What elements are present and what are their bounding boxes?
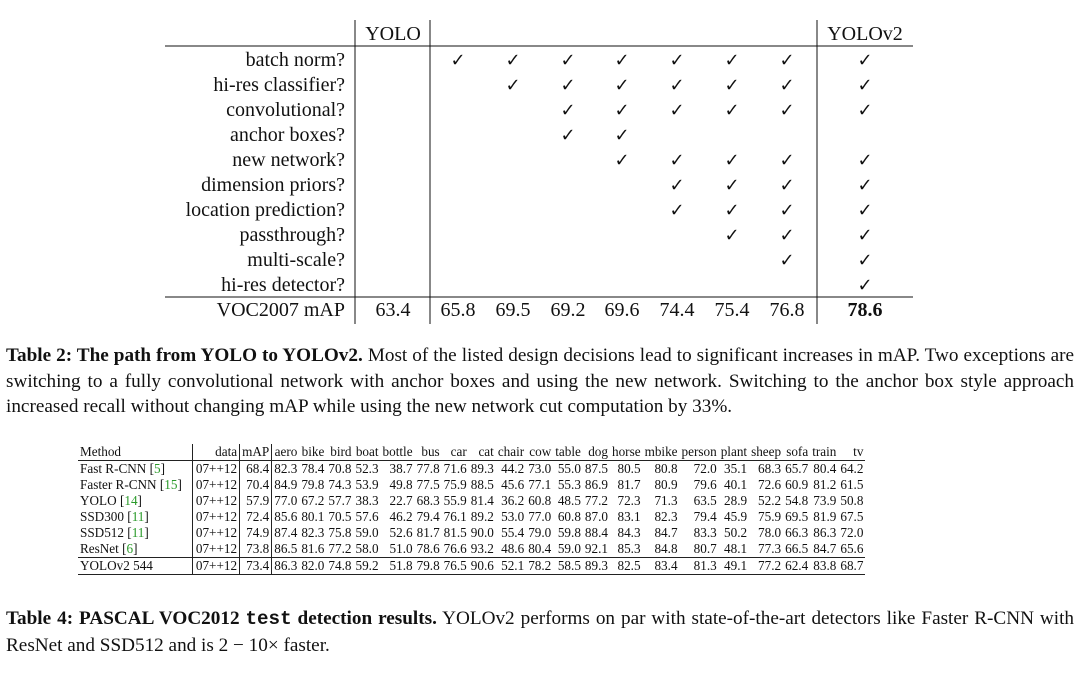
table4-class-ap-cell: 86.3 <box>272 558 300 575</box>
table4-class-ap-cell: 55.4 <box>501 525 525 540</box>
table4-class-ap-cell: 64.2 <box>840 461 864 476</box>
citation-link[interactable]: 14 <box>124 493 138 508</box>
table4-class-ap-cell: 77.3 <box>758 541 782 556</box>
table2-check-mark: ✓ <box>857 50 873 71</box>
table2-map-value: 78.6 <box>847 299 883 321</box>
table4-class-ap-cell: 60.8 <box>557 509 581 524</box>
table4-class-ap-cell: 83.4 <box>643 558 680 575</box>
table4-class-ap-cell: 40.1 <box>724 477 748 492</box>
table2-check-mark: ✓ <box>724 100 740 121</box>
table4-method-name: Faster R-CNN <box>80 477 157 492</box>
table2-caption-text: Most of the listed design decisions lead to significant increases in mAP. Two exceptions are switching to a fully convolutional network with anchor boxes and using the new network. Switching to the anchor box style approach increased recall without changing mAP while using the new network cut computation by 33%. <box>6 345 1074 417</box>
table4-header-row <box>78 444 865 461</box>
table4-method-name: Fast R-CNN <box>80 461 147 476</box>
table2-map-value: 69.5 <box>495 299 531 321</box>
table2-check-mark: ✓ <box>560 125 576 146</box>
table4-class-ap-cell: 82.0 <box>301 558 325 573</box>
table4-class-ap-cell: 72.3 <box>617 493 641 508</box>
table4-class-ap-cell: 58.5 <box>553 558 583 575</box>
table-4 <box>78 444 865 575</box>
table4-class-ap-cell: 65.6 <box>840 541 864 556</box>
table4-class-ap-cell: 45.9 <box>724 509 748 524</box>
table4-column-header: mAP <box>240 444 272 461</box>
table2-map-value: 69.2 <box>550 299 586 321</box>
table4-class-ap-cell: 82.5 <box>610 558 643 575</box>
table4-class-ap-cell: 77.2 <box>584 493 608 508</box>
table2-map-label: VOC2007 mAP <box>216 299 345 321</box>
table4-class-ap-cell: 80.1 <box>301 509 325 524</box>
table2-row-label: multi-scale? <box>247 249 345 271</box>
table4-class-ap-cell: 83.8 <box>810 558 838 575</box>
table2-map-value: 74.4 <box>659 299 695 321</box>
table4-class-ap-cell: 68.7 <box>840 558 864 573</box>
table4-map-cell: 72.4 <box>240 509 272 525</box>
table4-class-ap-cell: 86.5 <box>272 541 300 558</box>
table4-class-ap-cell: 79.8 <box>416 558 440 573</box>
table4-class-ap-cell: 22.7 <box>389 493 413 508</box>
table4-class-ap-cell: 49.8 <box>389 477 413 492</box>
table4-method-cell: SSD300 [11] <box>80 509 149 524</box>
table4-column-header: sofa <box>783 444 810 461</box>
table4-class-ap-cell: 83.1 <box>617 509 641 524</box>
table4-class-ap-cell: 90.0 <box>470 525 494 540</box>
table4-method-cell: Faster R-CNN [15] <box>80 477 182 492</box>
table2-check-mark: ✓ <box>857 250 873 271</box>
table4-class-ap-cell: 59.2 <box>355 558 379 573</box>
table2-row-label: convolutional? <box>226 99 345 121</box>
table4-class-ap-cell: 78.2 <box>528 558 552 573</box>
table4-column-header: mbike <box>644 444 678 459</box>
table4-class-ap-cell: 84.8 <box>654 541 678 556</box>
table-row <box>78 461 865 478</box>
table2-check-mark: ✓ <box>857 75 873 96</box>
table4-class-ap-cell: 89.3 <box>584 558 608 573</box>
table4-class-ap-cell: 48.6 <box>501 541 525 556</box>
table4-class-ap-cell: 52.3 <box>355 461 379 476</box>
table4-class-ap-cell: 72.0 <box>840 525 864 540</box>
table4-class-ap-cell: 80.7 <box>693 541 717 556</box>
table4-class-ap-cell: 53.9 <box>355 477 379 492</box>
table4-class-ap-cell: 90.6 <box>470 558 494 573</box>
table4-class-ap-cell: 50.2 <box>724 525 748 540</box>
table4-column-header: horse <box>611 444 641 459</box>
table2-check-mark: ✓ <box>724 150 740 171</box>
table4-caption-text: YOLOv2 performs on par with state-of-the-art detectors like Faster R-CNN with ResNet and SSD512 and is 2 − 10× faster. <box>6 608 1075 656</box>
table4-class-ap-cell: 78.0 <box>758 525 782 540</box>
table4-class-ap-cell: 72.0 <box>693 461 717 476</box>
table2-check-mark: ✓ <box>779 200 795 221</box>
table4-class-ap-cell: 92.1 <box>584 541 608 556</box>
table2-check-mark: ✓ <box>779 75 795 96</box>
table4-data-cell: 07++12 <box>192 461 239 478</box>
table4-column-header: Method <box>78 444 192 461</box>
table4-class-ap-cell: 44.2 <box>501 461 525 476</box>
citation-link[interactable]: 15 <box>164 477 178 492</box>
table4-column-header: data <box>192 444 239 461</box>
table4-class-ap-cell: 87.4 <box>272 525 300 541</box>
table2-row-label: passthrough? <box>239 224 345 246</box>
table4-method-cell: YOLO [14] <box>80 493 142 508</box>
table2-check-mark: ✓ <box>560 100 576 121</box>
table4-caption-label: Table 4: PASCAL VOC2012 test detection results. <box>6 608 437 630</box>
table4-class-ap-cell: 81.5 <box>443 525 467 540</box>
table-row <box>78 493 865 509</box>
table2-check-mark: ✓ <box>669 150 685 171</box>
table4-class-ap-cell: 89.2 <box>470 509 494 524</box>
table2-map-value: 75.4 <box>714 299 750 321</box>
table4-class-ap-cell: 88.4 <box>584 525 608 540</box>
table4-class-ap-cell: 83.3 <box>693 525 717 540</box>
table2-header-yolo: YOLO <box>365 23 421 45</box>
table4-class-ap-cell: 77.2 <box>328 541 352 556</box>
table2-check-mark: ✓ <box>669 100 685 121</box>
citation-link[interactable]: 11 <box>131 525 145 540</box>
table4-class-ap-cell: 86.3 <box>813 525 837 540</box>
table4-class-ap-cell: 53.0 <box>501 509 525 524</box>
table2-row-label: hi-res classifier? <box>213 74 345 96</box>
table2-check-mark: ✓ <box>724 50 740 71</box>
table4-class-ap-cell: 67.5 <box>840 509 864 524</box>
table4-class-ap-cell: 81.6 <box>301 541 325 556</box>
table4-class-ap-cell: 52.6 <box>389 525 413 540</box>
table4-class-ap-cell: 55.3 <box>557 477 581 492</box>
table4-class-ap-cell: 77.1 <box>528 477 552 492</box>
table4-column-header: car <box>442 444 469 461</box>
table4-class-ap-cell: 58.0 <box>355 541 379 556</box>
table-row <box>78 525 865 541</box>
table2-map-value: 76.8 <box>769 299 805 321</box>
table4-class-ap-cell: 71.6 <box>443 461 467 476</box>
table4-class-ap-cell: 72.6 <box>758 477 782 492</box>
table4-class-ap-cell: 50.8 <box>840 493 864 508</box>
table2-map-value: 65.8 <box>440 299 476 321</box>
table2-check-mark: ✓ <box>779 225 795 246</box>
table2-check-mark: ✓ <box>669 50 685 71</box>
table4-column-header: person <box>681 444 717 459</box>
table2-row-label: hi-res detector? <box>221 274 345 296</box>
table4-class-ap-cell: 81.7 <box>416 525 440 540</box>
table2-caption <box>6 343 1074 420</box>
table4-class-ap-cell: 81.7 <box>617 477 641 492</box>
table4-map-cell: 57.9 <box>240 493 272 509</box>
table4-class-ap-cell: 66.5 <box>785 541 809 556</box>
table2-check-mark: ✓ <box>669 200 685 221</box>
table4-class-ap-cell: 81.9 <box>813 509 837 524</box>
table4-class-ap-cell: 76.6 <box>443 541 467 556</box>
table4-class-ap-cell: 75.9 <box>758 509 782 524</box>
table4-class-ap-cell: 80.5 <box>617 461 641 476</box>
table4-class-ap-cell: 51.8 <box>381 558 415 575</box>
table4-class-ap-cell: 52.1 <box>496 558 526 575</box>
table4-class-ap-cell: 55.9 <box>443 493 467 508</box>
table4-class-ap-cell: 35.1 <box>724 461 748 476</box>
table4-column-header: sheep <box>751 444 782 459</box>
table2-check-mark: ✓ <box>779 175 795 196</box>
table4-class-ap-cell: 51.0 <box>389 541 413 556</box>
table4-column-header: train <box>812 444 837 459</box>
table4-class-ap-cell: 84.3 <box>617 525 641 540</box>
table4-map-cell: 68.4 <box>240 461 272 478</box>
table2-check-mark: ✓ <box>614 125 630 146</box>
table4-class-ap-cell: 82.3 <box>301 525 325 540</box>
table4-method-name: YOLO <box>80 493 117 508</box>
table4-class-ap-cell: 93.2 <box>470 541 494 556</box>
table4-class-ap-cell: 70.5 <box>328 509 352 524</box>
table2-check-mark: ✓ <box>857 100 873 121</box>
table4-data-cell: 07++12 <box>192 509 239 525</box>
table4-column-header: tv <box>838 444 865 461</box>
table4-map-cell: 74.9 <box>240 525 272 541</box>
table4-column-header: boat <box>353 444 380 461</box>
table4-caption-test-word: test <box>245 608 292 630</box>
table4-class-ap-cell: 38.3 <box>355 493 379 508</box>
table2-check-mark: ✓ <box>560 75 576 96</box>
table2-row-label: anchor boxes? <box>230 124 345 146</box>
table4-method-cell: SSD512 [11] <box>80 525 149 540</box>
table4-column-header: bird <box>326 444 353 461</box>
table2-caption-label: Table 2: The path from YOLO to YOLOv2. <box>6 345 363 366</box>
table4-class-ap-cell: 79.4 <box>416 509 440 524</box>
table4-class-ap-cell: 82.3 <box>654 509 678 524</box>
table4-class-ap-cell: 28.9 <box>724 493 748 508</box>
table4-class-ap-cell: 48.5 <box>557 493 581 508</box>
table4-class-ap-cell: 81.3 <box>680 558 719 575</box>
table4-data-cell: 07++12 <box>192 541 239 558</box>
table2-check-mark: ✓ <box>779 150 795 171</box>
table4-data-cell: 07++12 <box>192 525 239 541</box>
table4-class-ap-cell: 70.8 <box>328 461 352 476</box>
table4-class-ap-cell: 45.6 <box>501 477 525 492</box>
table2-row-label: location prediction? <box>185 199 345 221</box>
table4-column-header: chair <box>497 444 525 459</box>
table4-class-ap-cell: 74.8 <box>328 558 352 573</box>
table2-row-label: dimension priors? <box>201 174 345 196</box>
table2-map-value: 69.6 <box>604 299 640 321</box>
table2-check-mark: ✓ <box>505 75 521 96</box>
table4-class-ap-cell: 69.5 <box>785 509 809 524</box>
table4-method-name: SSD300 <box>80 509 124 524</box>
table4-class-ap-cell: 74.3 <box>328 477 352 492</box>
table2-row-label: batch norm? <box>245 49 345 71</box>
table4-class-ap-cell: 81.4 <box>470 493 494 508</box>
table4-class-ap-cell: 77.0 <box>528 509 552 524</box>
table4-class-ap-cell: 60.9 <box>785 477 809 492</box>
table4-map-cell: 70.4 <box>240 477 272 493</box>
table4-class-ap-cell: 65.7 <box>785 461 809 476</box>
table4-class-ap-cell: 77.8 <box>416 461 440 476</box>
table2-check-mark: ✓ <box>614 150 630 171</box>
table-row <box>78 509 865 525</box>
table4-column-header: plant <box>720 444 748 459</box>
table4-class-ap-cell: 84.7 <box>654 525 678 540</box>
table2-check-mark: ✓ <box>614 50 630 71</box>
table4-class-ap-cell: 66.3 <box>785 525 809 540</box>
table4-class-ap-cell: 67.2 <box>301 493 325 508</box>
table2-check-mark: ✓ <box>857 200 873 221</box>
table4-class-ap-cell: 86.9 <box>584 477 608 492</box>
table4-class-ap-cell: 85.6 <box>272 509 300 525</box>
table4-class-ap-cell: 57.7 <box>328 493 352 508</box>
table2-check-mark: ✓ <box>669 75 685 96</box>
table4-class-ap-cell: 78.4 <box>301 461 325 476</box>
table4-class-ap-cell: 59.0 <box>557 541 581 556</box>
table4-class-ap-cell: 77.0 <box>272 493 300 509</box>
table2-check-mark: ✓ <box>779 100 795 121</box>
table4-class-ap-cell: 80.9 <box>654 477 678 492</box>
table4-method-name: SSD512 <box>80 525 124 540</box>
table4-class-ap-cell: 68.3 <box>416 493 440 508</box>
table4-column-header: dog <box>583 444 610 461</box>
table4-class-ap-cell: 87.0 <box>584 509 608 524</box>
table4-column-header: table <box>555 444 581 459</box>
table4-class-ap-cell: 48.1 <box>724 541 748 556</box>
table4-class-ap-cell: 57.6 <box>355 509 379 524</box>
table4-column-header: bottle <box>382 444 413 459</box>
table2-row-label: new network? <box>232 149 345 171</box>
table-row <box>78 558 865 575</box>
table4-class-ap-cell: 73.0 <box>528 461 552 476</box>
table4-class-ap-cell: 62.4 <box>785 558 809 573</box>
table4-class-ap-cell: 68.3 <box>758 461 782 476</box>
table2-check-mark: ✓ <box>779 50 795 71</box>
table4-class-ap-cell: 63.5 <box>693 493 717 508</box>
table4-column-header: cow <box>526 444 553 461</box>
table2-check-mark: ✓ <box>614 75 630 96</box>
table4-class-ap-cell: 46.2 <box>389 509 413 524</box>
table2-check-mark: ✓ <box>857 275 873 296</box>
table4-class-ap-cell: 61.5 <box>840 477 864 492</box>
table4-class-ap-cell: 79.6 <box>693 477 717 492</box>
table2-check-mark: ✓ <box>505 50 521 71</box>
table4-class-ap-cell: 80.4 <box>528 541 552 556</box>
table4-class-ap-cell: 59.8 <box>557 525 581 540</box>
table-row <box>78 541 865 558</box>
table4-class-ap-cell: 89.3 <box>470 461 494 476</box>
table4-method-cell: ResNet [6] <box>80 541 138 556</box>
table4-class-ap-cell: 84.7 <box>813 541 837 556</box>
table4-class-ap-cell: 55.0 <box>557 461 581 476</box>
table2-check-mark: ✓ <box>724 200 740 221</box>
table4-column-header: bus <box>415 444 442 461</box>
table4-class-ap-cell: 76.5 <box>443 558 467 573</box>
table-row <box>78 477 865 493</box>
table4-map-cell: 73.4 <box>240 558 272 575</box>
table4-class-ap-cell: 81.2 <box>813 477 837 492</box>
table4-class-ap-cell: 88.5 <box>470 477 494 492</box>
table-2 <box>0 0 1080 330</box>
table2-check-mark: ✓ <box>724 75 740 96</box>
table4-class-ap-cell: 79.4 <box>693 509 717 524</box>
table4-class-ap-cell: 79.0 <box>528 525 552 540</box>
table4-class-ap-cell: 38.7 <box>389 461 413 476</box>
table4-class-ap-cell: 84.9 <box>272 477 300 493</box>
table4-method-cell: Fast R-CNN [5] <box>80 461 166 476</box>
table2-check-mark: ✓ <box>669 175 685 196</box>
table4-method-cell <box>78 558 192 575</box>
table4-class-ap-cell: 49.1 <box>719 558 749 575</box>
table2-check-mark: ✓ <box>724 225 740 246</box>
table2-check-mark: ✓ <box>779 250 795 271</box>
table4-class-ap-cell: 75.8 <box>328 525 352 540</box>
table4-method-name: ResNet <box>80 541 119 556</box>
table4-data-cell: 07++12 <box>192 558 239 575</box>
citation-link[interactable]: 5 <box>154 461 161 476</box>
table4-class-ap-cell: 85.3 <box>617 541 641 556</box>
table2-check-mark: ✓ <box>857 150 873 171</box>
table2-map-value: 63.4 <box>375 299 411 321</box>
table4-class-ap-cell: 80.4 <box>813 461 837 476</box>
table4-class-ap-cell: 87.5 <box>584 461 608 476</box>
table4-map-cell: 73.8 <box>240 541 272 558</box>
table4-class-ap-cell: 75.9 <box>443 477 467 492</box>
table2-check-mark: ✓ <box>724 175 740 196</box>
table4-class-ap-cell: 79.8 <box>301 477 325 492</box>
table4-column-header: cat <box>469 444 496 461</box>
table2-header-yolov2: YOLOv2 <box>827 23 903 45</box>
table2-check-mark: ✓ <box>857 175 873 196</box>
table4-class-ap-cell: 80.8 <box>654 461 678 476</box>
table2-check-mark: ✓ <box>560 50 576 71</box>
table4-class-ap-cell: 77.5 <box>416 477 440 492</box>
table2-check-mark: ✓ <box>450 50 466 71</box>
table4-class-ap-cell: 73.9 <box>813 493 837 508</box>
table4-class-ap-cell: 77.2 <box>749 558 783 575</box>
table4-class-ap-cell: 59.0 <box>355 525 379 540</box>
table4-data-cell: 07++12 <box>192 477 239 493</box>
table4-class-ap-cell: 71.3 <box>654 493 678 508</box>
table4-method-name: YOLOv2 544 <box>80 558 153 573</box>
table4-class-ap-cell: 36.2 <box>501 493 525 508</box>
table2-check-mark: ✓ <box>614 100 630 121</box>
table4-class-ap-cell: 76.1 <box>443 509 467 524</box>
table4-data-cell: 07++12 <box>192 493 239 509</box>
table2-check-mark: ✓ <box>857 225 873 246</box>
table4-class-ap-cell: 82.3 <box>272 461 300 478</box>
table4-class-ap-cell: 52.2 <box>758 493 782 508</box>
table4-class-ap-cell: 54.8 <box>785 493 809 508</box>
table4-column-header: aero <box>272 444 300 461</box>
table4-caption <box>6 606 1074 658</box>
table4-column-header: bike <box>299 444 326 461</box>
citation-link[interactable]: 6 <box>126 541 134 556</box>
citation-link[interactable]: 11 <box>131 509 145 524</box>
table4-class-ap-cell: 60.8 <box>528 493 552 508</box>
table4-class-ap-cell: 78.6 <box>416 541 440 556</box>
